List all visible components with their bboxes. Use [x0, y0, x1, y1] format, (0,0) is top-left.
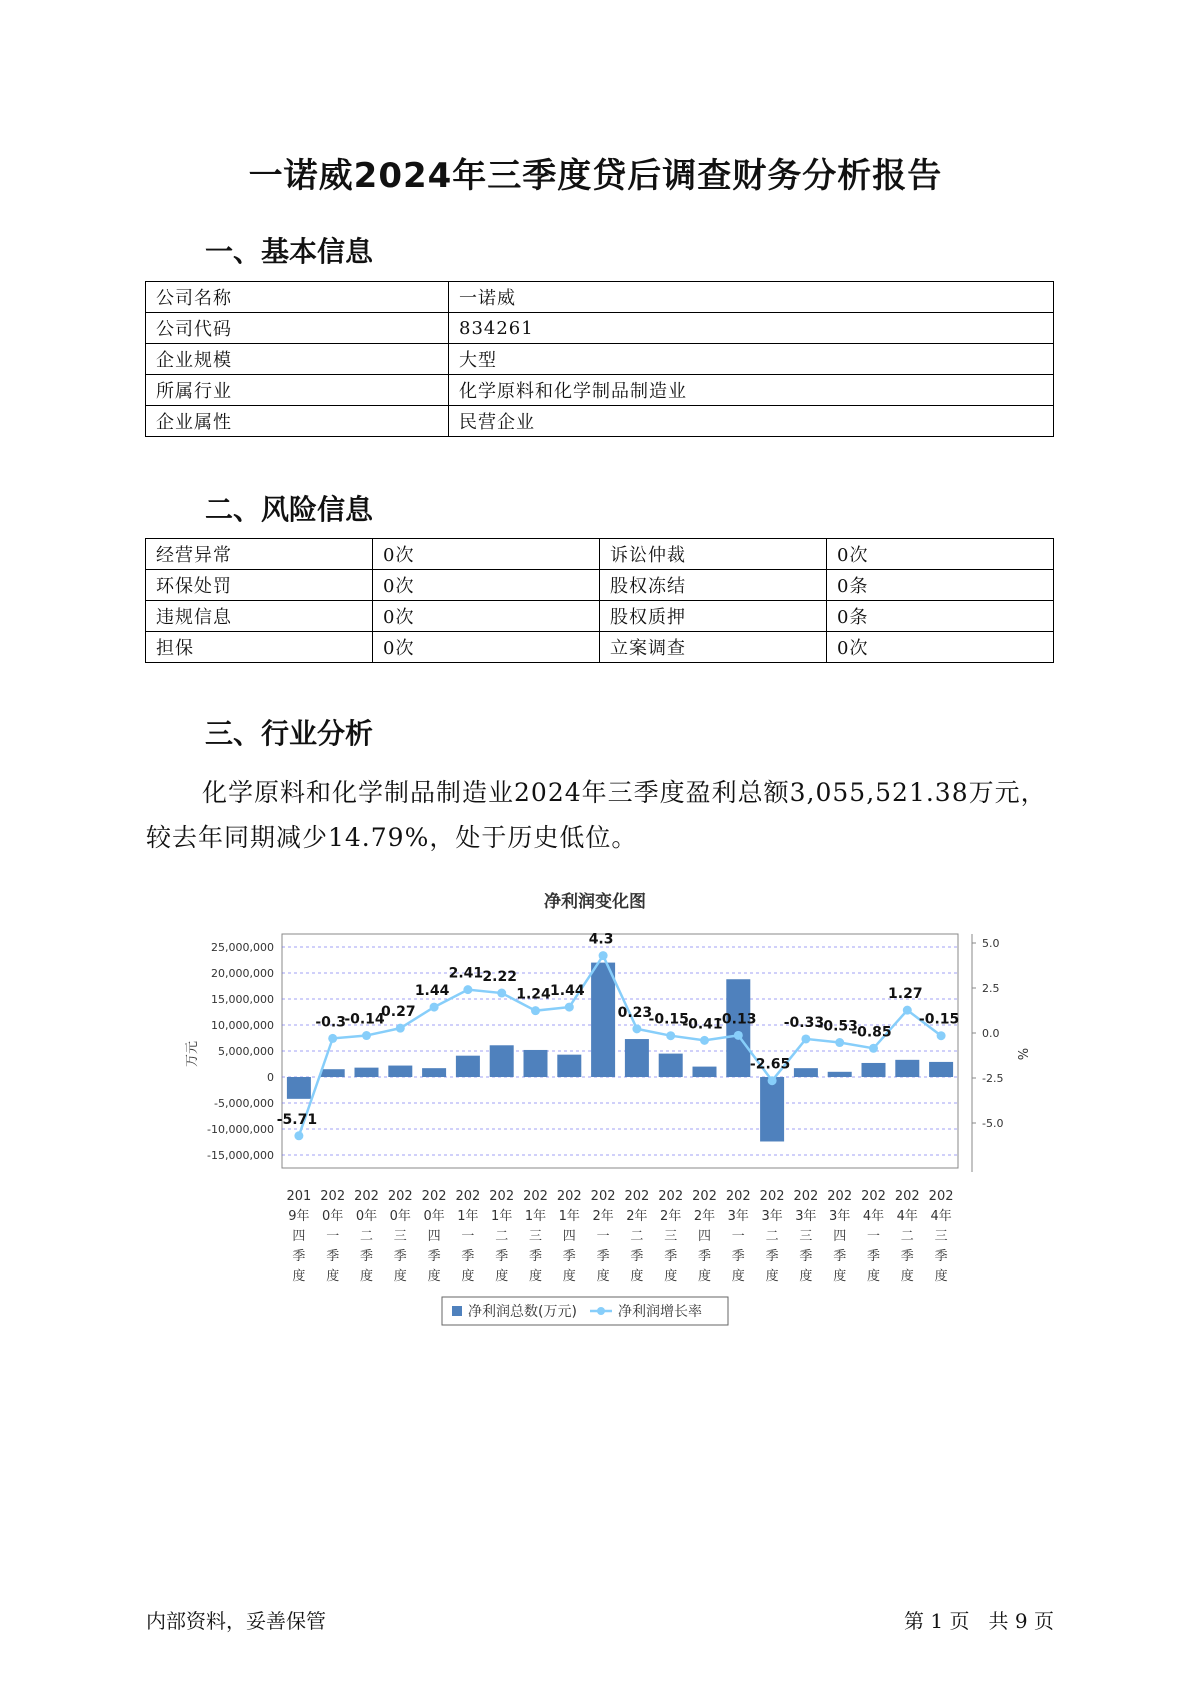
- industry-paragraph: 化学原料和化学制品制造业2024年三季度盈利总额3,055,521.38万元，较去年同期减少14.79%，处于历史低位。: [146, 778, 1047, 852]
- x-tick-label: 202: [523, 1189, 548, 1204]
- x-tick-label: 202: [692, 1189, 717, 1204]
- risk-label: 诉讼仲裁: [600, 539, 827, 570]
- x-tick-label: 9年: [288, 1209, 310, 1224]
- growth-point: [599, 951, 608, 960]
- risk-label: 担保: [146, 632, 373, 663]
- x-tick-label: 度: [630, 1269, 644, 1284]
- x-tick-label: 一: [326, 1229, 340, 1244]
- section-heading-risk: 二、风险信息: [205, 493, 374, 526]
- x-tick-label: 度: [326, 1269, 340, 1284]
- x-tick-label: 一: [461, 1229, 475, 1244]
- risk-label: 立案调查: [600, 632, 827, 663]
- x-tick-label: 3年: [761, 1209, 783, 1224]
- x-tick-label: 1年: [491, 1209, 513, 1224]
- risk-info-row: [146, 601, 1054, 632]
- x-tick-label: 季: [326, 1249, 340, 1264]
- risk-value: 0次: [373, 601, 600, 632]
- x-tick-label: 三: [528, 1229, 543, 1244]
- basic-info-value: 化学原料和化学制品制造业: [449, 375, 1054, 406]
- bar: [794, 1068, 818, 1077]
- x-tick-label: 4年: [862, 1209, 885, 1224]
- risk-label: 经营异常: [146, 539, 373, 570]
- x-tick-label: 0年: [322, 1209, 344, 1224]
- x-tick-label: 202: [658, 1189, 684, 1204]
- x-tick-label: 度: [461, 1269, 475, 1284]
- x-tick-label: 202: [725, 1189, 751, 1204]
- basic-info-value: 民营企业: [449, 406, 1054, 437]
- x-tick-label: 季: [461, 1249, 475, 1264]
- basic-info-value: 大型: [449, 344, 1054, 375]
- x-tick-label: 季: [731, 1249, 745, 1264]
- y-left-tick-label: 10,000,000: [211, 1019, 274, 1032]
- y-right-axis-title: %: [1014, 1047, 1029, 1061]
- bar: [828, 1072, 852, 1077]
- basic-info-label: 所属行业: [146, 375, 449, 406]
- footer-page-number: 第 1 页 共 9 页: [904, 1609, 1054, 1633]
- legend-line-marker: [597, 1307, 605, 1315]
- growth-data-label: -0.14: [344, 1011, 385, 1028]
- bar: [490, 1045, 514, 1077]
- x-tick-label: 度: [596, 1269, 610, 1284]
- x-tick-label: 202: [759, 1189, 785, 1204]
- growth-data-label: 2.41: [448, 965, 484, 982]
- x-tick-label: 4年: [896, 1209, 918, 1224]
- x-tick-label: 0年: [389, 1209, 411, 1224]
- x-tick-label: 度: [495, 1269, 509, 1284]
- x-tick-label: 度: [562, 1269, 576, 1284]
- growth-data-label: -0.33: [783, 1014, 825, 1031]
- x-tick-label: 二: [630, 1229, 644, 1244]
- growth-point: [565, 1003, 574, 1012]
- x-tick-label: 季: [799, 1249, 813, 1264]
- section-heading-basic: 一、基本信息: [205, 235, 374, 268]
- bar: [929, 1062, 953, 1077]
- x-tick-label: 季: [393, 1249, 407, 1264]
- risk-label: 股权质押: [600, 601, 827, 632]
- x-tick-label: 季: [596, 1249, 610, 1264]
- growth-point: [768, 1076, 777, 1085]
- growth-data-label: 1.44: [550, 983, 585, 1000]
- basic-info-label: 公司名称: [146, 282, 449, 313]
- x-tick-label: 2年: [693, 1209, 716, 1224]
- risk-value: 0次: [827, 539, 1054, 570]
- x-tick-label: 季: [528, 1249, 543, 1264]
- y-right-tick-label: 0.0: [982, 1027, 1000, 1040]
- growth-data-label: 1.27: [888, 986, 923, 1003]
- growth-point: [430, 1003, 439, 1012]
- bar: [456, 1056, 480, 1077]
- basic-info-label: 企业规模: [146, 344, 449, 375]
- growth-point: [801, 1034, 810, 1043]
- growth-point: [531, 1006, 540, 1015]
- x-tick-label: 季: [934, 1249, 948, 1264]
- y-right-tick-label: -5.0: [982, 1117, 1004, 1130]
- y-left-axis-title: 万元: [185, 1040, 200, 1068]
- x-tick-label: 度: [697, 1269, 712, 1284]
- x-tick-label: 202: [455, 1189, 481, 1204]
- x-tick-label: 四: [833, 1229, 847, 1244]
- x-tick-label: 二: [359, 1229, 374, 1244]
- growth-point: [396, 1024, 405, 1033]
- growth-point: [734, 1031, 743, 1040]
- x-tick-label: 2年: [592, 1209, 614, 1224]
- basic-info-value: 834261: [449, 313, 1054, 344]
- risk-value: 0次: [373, 539, 600, 570]
- growth-data-label: -0.13: [716, 1011, 757, 1028]
- x-tick-label: 度: [900, 1269, 914, 1284]
- x-tick-label: 季: [900, 1249, 914, 1264]
- x-tick-label: 202: [861, 1189, 886, 1204]
- x-tick-label: 0年: [423, 1209, 445, 1224]
- growth-point: [869, 1044, 878, 1053]
- basic-info-table: [145, 281, 1054, 437]
- basic-info-row: [146, 313, 1054, 344]
- x-tick-label: 度: [799, 1269, 813, 1284]
- y-right-tick-label: -2.5: [982, 1072, 1004, 1085]
- growth-point: [362, 1031, 371, 1040]
- growth-point: [463, 985, 472, 994]
- x-tick-label: 1年: [558, 1209, 580, 1224]
- x-tick-label: 三: [393, 1229, 407, 1244]
- x-tick-label: 季: [630, 1249, 644, 1264]
- x-tick-label: 季: [697, 1249, 712, 1264]
- growth-data-label: 1.44: [414, 983, 450, 1000]
- x-tick-label: 1年: [457, 1209, 479, 1224]
- growth-data-label: -0.15: [648, 1011, 689, 1028]
- x-tick-label: 202: [556, 1189, 582, 1204]
- x-tick-label: 度: [664, 1269, 678, 1284]
- growth-data-label: 2.22: [482, 969, 517, 986]
- y-left-tick-label: -10,000,000: [207, 1123, 274, 1136]
- x-tick-label: 四: [427, 1229, 441, 1244]
- risk-info-table: [145, 538, 1054, 663]
- legend-line-label: 净利润增长率: [618, 1304, 702, 1320]
- risk-value: 0条: [827, 570, 1054, 601]
- x-tick-label: 一: [866, 1229, 881, 1244]
- x-tick-label: 2年: [626, 1209, 648, 1224]
- y-right-tick-label: 2.5: [982, 982, 1000, 995]
- x-tick-label: 度: [866, 1269, 881, 1284]
- legend-bar-swatch: [452, 1306, 462, 1316]
- basic-info-row: [146, 406, 1054, 437]
- growth-data-label: -0.85: [851, 1024, 892, 1041]
- legend-bar-label: 净利润总数(万元): [468, 1304, 577, 1320]
- bar: [557, 1055, 581, 1077]
- bar: [693, 1067, 717, 1077]
- basic-info-label: 企业属性: [146, 406, 449, 437]
- y-left-tick-label: 5,000,000: [218, 1045, 274, 1058]
- x-tick-label: 度: [731, 1269, 745, 1284]
- y-left-tick-label: 0: [267, 1071, 274, 1084]
- basic-info-row: [146, 282, 1054, 313]
- x-tick-label: 季: [833, 1249, 847, 1264]
- growth-data-label: -5.71: [276, 1111, 318, 1128]
- risk-label: 违规信息: [146, 601, 373, 632]
- bar: [625, 1039, 649, 1077]
- bar: [422, 1068, 446, 1077]
- risk-value: 0次: [373, 570, 600, 601]
- net-profit-chart: [180, 886, 1029, 1336]
- risk-info-row: [146, 570, 1054, 601]
- x-tick-label: 季: [427, 1249, 441, 1264]
- x-tick-label: 四: [697, 1229, 712, 1244]
- chart-title: 净利润变化图: [544, 892, 646, 912]
- y-left-tick-label: 15,000,000: [211, 993, 274, 1006]
- x-tick-label: 202: [387, 1189, 413, 1204]
- growth-data-label: 0.23: [617, 1004, 653, 1021]
- x-tick-label: 度: [427, 1269, 441, 1284]
- x-tick-label: 201: [286, 1189, 312, 1204]
- growth-point: [700, 1036, 709, 1045]
- bar: [862, 1063, 886, 1077]
- x-tick-label: 二: [495, 1229, 509, 1244]
- y-left-tick-label: -5,000,000: [214, 1097, 274, 1110]
- bar: [895, 1060, 919, 1077]
- x-tick-label: 一: [731, 1229, 745, 1244]
- x-tick-label: 202: [489, 1189, 515, 1204]
- growth-point: [497, 989, 506, 998]
- growth-data-label: 1.24: [516, 986, 551, 1003]
- x-tick-label: 202: [928, 1189, 954, 1204]
- report-title: 一诺威2024年三季度贷后调查财务分析报告: [248, 156, 943, 196]
- bar: [659, 1054, 683, 1077]
- growth-point: [632, 1024, 641, 1033]
- x-tick-label: 202: [894, 1189, 920, 1204]
- risk-value: 0次: [373, 632, 600, 663]
- growth-data-label: 0.27: [381, 1004, 416, 1021]
- x-tick-label: 2年: [660, 1209, 682, 1224]
- bar: [524, 1050, 548, 1077]
- bar: [760, 1077, 784, 1141]
- risk-info-row: [146, 539, 1054, 570]
- y-left-tick-label: -15,000,000: [207, 1149, 274, 1162]
- basic-info-row: [146, 344, 1054, 375]
- y-right-tick-label: 5.0: [982, 937, 1000, 950]
- x-tick-label: 度: [528, 1269, 543, 1284]
- growth-point: [903, 1006, 912, 1015]
- section-heading-industry: 三、行业分析: [205, 717, 374, 750]
- growth-data-label: -0.3: [315, 1014, 347, 1031]
- basic-info-label: 公司代码: [146, 313, 449, 344]
- basic-info-row: [146, 375, 1054, 406]
- growth-point: [294, 1131, 303, 1140]
- x-tick-label: 度: [833, 1269, 847, 1284]
- x-tick-label: 季: [495, 1249, 509, 1264]
- footer-confidential: 内部资料，妥善保管: [146, 1609, 326, 1633]
- x-tick-label: 202: [624, 1189, 650, 1204]
- x-tick-label: 3年: [727, 1209, 749, 1224]
- bar: [388, 1066, 412, 1077]
- x-tick-label: 3年: [795, 1209, 817, 1224]
- x-tick-label: 202: [320, 1189, 346, 1204]
- risk-label: 环保处罚: [146, 570, 373, 601]
- x-tick-label: 一: [596, 1229, 610, 1244]
- bar: [287, 1077, 311, 1099]
- x-tick-label: 度: [292, 1269, 306, 1284]
- growth-data-label: 4.3: [588, 931, 614, 948]
- growth-data-label: -0.41: [682, 1016, 723, 1033]
- x-tick-label: 季: [292, 1249, 306, 1264]
- growth-data-label: -0.53: [817, 1018, 858, 1035]
- bar: [355, 1068, 379, 1077]
- x-tick-label: 202: [354, 1189, 379, 1204]
- growth-data-label: -2.65: [749, 1056, 791, 1073]
- risk-label: 股权冻结: [600, 570, 827, 601]
- risk-info-row: [146, 632, 1054, 663]
- growth-point: [937, 1031, 946, 1040]
- y-left-tick-label: 25,000,000: [211, 941, 274, 954]
- x-tick-label: 四: [562, 1229, 576, 1244]
- bar: [591, 963, 615, 1077]
- y-left-tick-label: 20,000,000: [211, 967, 274, 980]
- x-tick-label: 三: [664, 1229, 678, 1244]
- x-tick-label: 二: [765, 1229, 779, 1244]
- x-tick-label: 季: [664, 1249, 678, 1264]
- x-tick-label: 202: [590, 1189, 616, 1204]
- basic-info-value: 一诺威: [449, 282, 1054, 313]
- bar: [321, 1069, 345, 1077]
- bar: [726, 979, 750, 1077]
- x-tick-label: 202: [793, 1189, 819, 1204]
- x-tick-label: 202: [827, 1189, 853, 1204]
- x-tick-label: 季: [765, 1249, 779, 1264]
- risk-value: 0次: [827, 632, 1054, 663]
- x-tick-label: 二: [900, 1229, 914, 1244]
- risk-value: 0条: [827, 601, 1054, 632]
- x-tick-label: 1年: [524, 1209, 547, 1224]
- x-tick-label: 三: [799, 1229, 813, 1244]
- x-tick-label: 0年: [355, 1209, 378, 1224]
- x-tick-label: 三: [934, 1229, 948, 1244]
- x-tick-label: 4年: [930, 1209, 952, 1224]
- growth-point: [328, 1034, 337, 1043]
- x-tick-label: 季: [562, 1249, 576, 1264]
- x-tick-label: 3年: [829, 1209, 851, 1224]
- x-tick-label: 度: [393, 1269, 407, 1284]
- growth-point: [666, 1031, 675, 1040]
- growth-data-label: -0.15: [918, 1011, 960, 1028]
- x-tick-label: 季: [866, 1249, 881, 1264]
- x-tick-label: 202: [421, 1189, 447, 1204]
- x-tick-label: 度: [359, 1269, 374, 1284]
- x-tick-label: 季: [359, 1249, 374, 1264]
- growth-point: [835, 1038, 844, 1047]
- x-tick-label: 四: [292, 1229, 306, 1244]
- x-tick-label: 度: [934, 1269, 948, 1284]
- x-tick-label: 度: [765, 1269, 779, 1284]
